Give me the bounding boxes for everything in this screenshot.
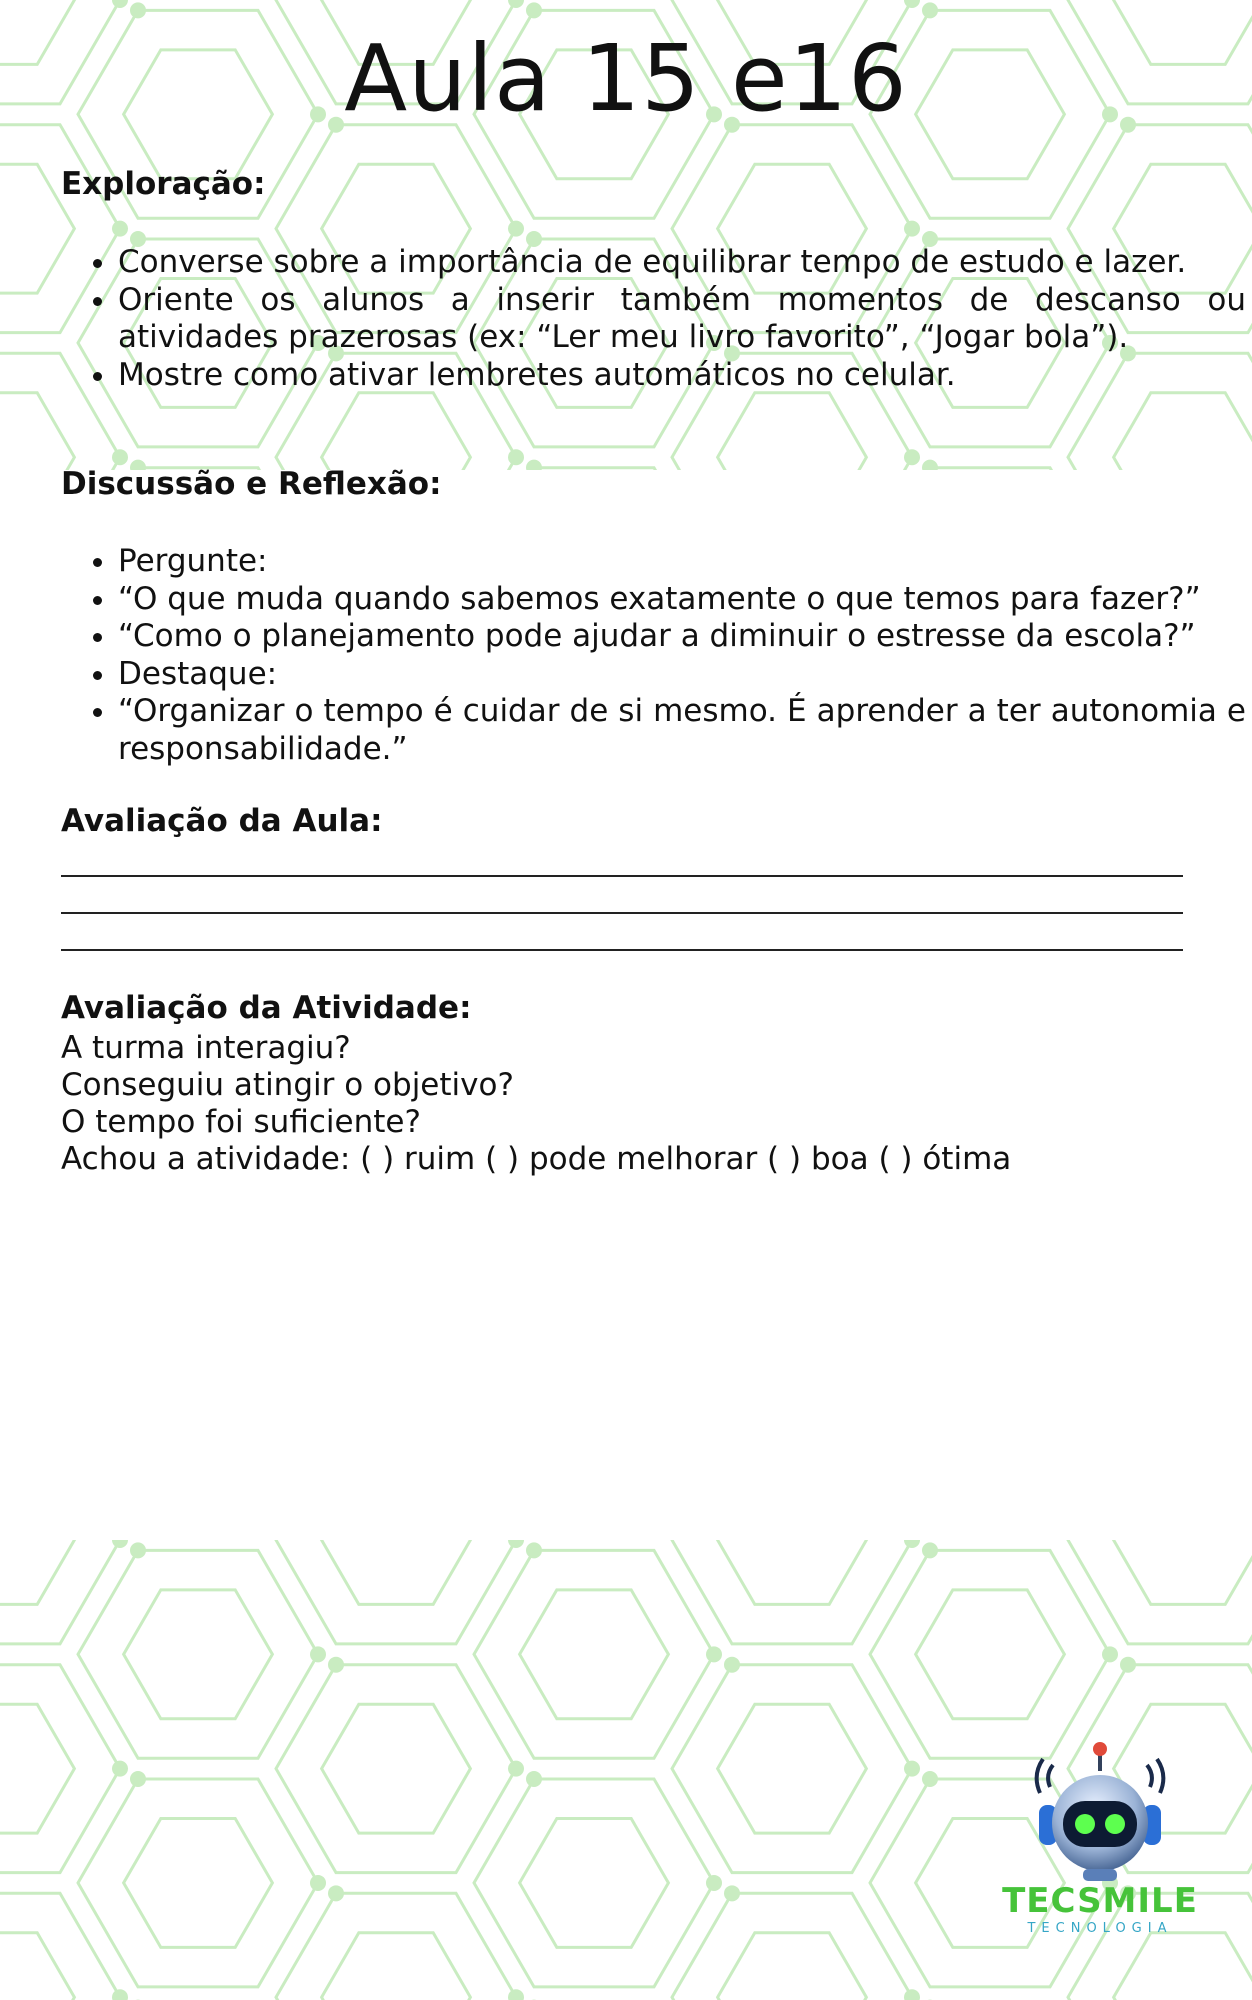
- list-item: • “O que muda quando sabemos exatamente o que temos para fazer?”: [118, 581, 1246, 619]
- section-heading-discussao: Discussão e Reflexão:: [61, 466, 442, 502]
- section-heading-avaliacao-aula: Avaliação da Aula:: [61, 803, 383, 839]
- logo-wordmark: TECSMILE: [1002, 1881, 1198, 1921]
- answer-line: [61, 875, 1183, 877]
- list-item: • Oriente os alunos a inserir também momentos de descanso ou atividades prazerosas (ex: “Ler meu livro favorito”, “Jogar bola”).: [118, 282, 1246, 357]
- discussao-list: [61, 543, 1246, 768]
- list-item: • Destaque:: [118, 656, 1246, 694]
- list-item: • Mostre como ativar lembretes automáticos no celular.: [118, 357, 1246, 395]
- evaluation-line: Conseguiu atingir o objetivo?: [61, 1067, 514, 1103]
- exploracao-list: [61, 244, 1246, 394]
- list-item: • Converse sobre a importância de equilibrar tempo de estudo e lazer.: [118, 244, 1246, 282]
- section-heading-avaliacao-atividade: Avaliação da Atividade:: [61, 990, 472, 1026]
- robot-icon: [995, 1735, 1205, 1885]
- answer-line: [61, 949, 1183, 951]
- evaluation-line: O tempo foi suficiente?: [61, 1104, 421, 1140]
- list-item: • “Organizar o tempo é cuidar de si mesmo. É aprender a ter autonomia e responsabilidade.”: [118, 693, 1246, 768]
- list-item: • “Como o planejamento pode ajudar a diminuir o estresse da escola?”: [118, 618, 1246, 656]
- list-item: • Pergunte:: [118, 543, 1246, 581]
- section-heading-exploracao: Exploração:: [61, 166, 266, 202]
- evaluation-line: Achou a atividade: ( ) ruim ( ) pode melhorar ( ) boa ( ) ótima: [61, 1141, 1012, 1177]
- evaluation-line: A turma interagiu?: [61, 1030, 351, 1066]
- answer-line: [61, 912, 1183, 914]
- tecsmile-logo: [995, 1735, 1205, 1935]
- logo-tagline: TECNOLOGIA: [1027, 1921, 1173, 1936]
- page-title: Aula 15 e16: [344, 25, 908, 132]
